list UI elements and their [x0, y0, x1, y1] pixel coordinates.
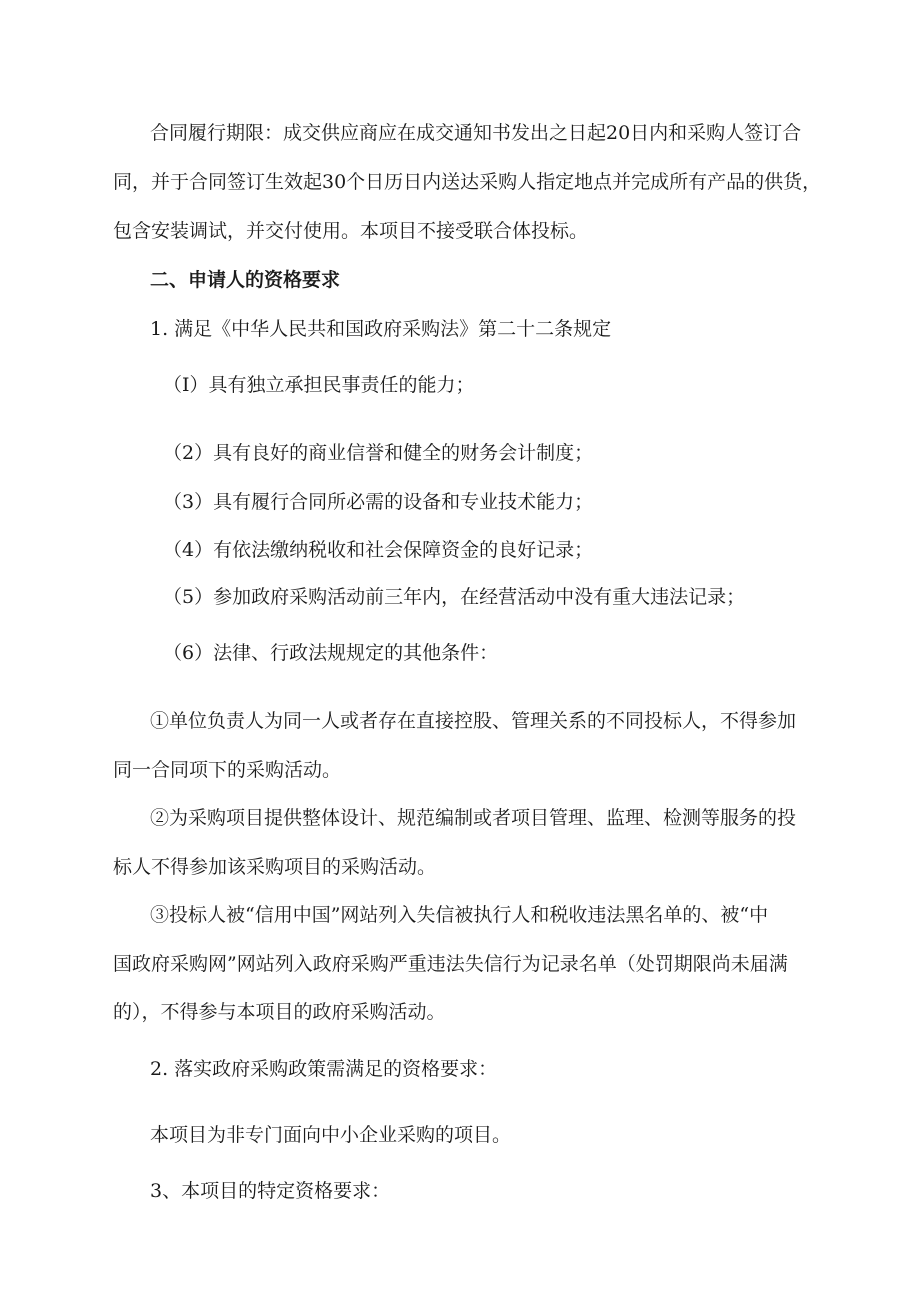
clause-1-line-2: 同一合同项下的采购活动。	[113, 759, 342, 781]
condition-item: （5）参加政府采购活动前三年内，在经营活动中没有重大违法记录；	[163, 586, 746, 608]
requirement-3-heading: 3、本项目的特定资格要求：	[150, 1180, 391, 1202]
clause-1-line-1: ①单位负责人为同一人或者存在直接控股、管理关系的不同投标人，不得参加	[150, 710, 797, 732]
section-heading: 二、申请人的资格要求	[150, 269, 341, 291]
clause-2-line-2: 标人不得参加该采购项目的采购活动。	[113, 856, 437, 878]
condition-item: （6）法律、行政法规规定的其他条件：	[163, 642, 499, 664]
condition-item: （I）具有独立承担民事责任的能力；	[163, 374, 475, 396]
contract-period-line-1: 合同履行期限：成交供应商应在成交通知书发出之日起20日内和采购人签订合	[150, 122, 802, 144]
contract-period-line-2: 同，并于合同签订生效起30个日历日内送达采购人指定地点并完成所有产品的供货，	[113, 171, 822, 193]
condition-item: （2）具有良好的商业信誉和健全的财务会计制度；	[163, 442, 594, 464]
requirement-1-heading: 1. 满足《中华人民共和国政府采购法》第二十二条规定	[150, 318, 612, 340]
clause-2-line-1: ②为采购项目提供整体设计、规范编制或者项目管理、监理、检测等服务的投	[150, 807, 797, 829]
clause-3-line-3: 的），不得参与本项目的政府采购活动。	[113, 1001, 446, 1023]
contract-period-line-3: 包含安装调试，并交付使用。本项目不接受联合体投标。	[113, 220, 589, 242]
condition-item: （3）具有履行合同所必需的设备和专业技术能力；	[163, 491, 594, 513]
requirement-2-heading: 2. 落实政府采购政策需满足的资格要求：	[150, 1058, 498, 1080]
clause-3-line-1: ③投标人被“信用中国”网站列入失信被执行人和税收违法黑名单的、被“中	[150, 904, 769, 926]
requirement-2-text: 本项目为非专门面向中小企业采购的项目。	[150, 1124, 512, 1146]
condition-item: （4）有依法缴纳税收和社会保障资金的良好记录；	[163, 539, 594, 561]
clause-3-line-2: 国政府采购网”网站列入政府采购严重违法失信行为记录名单（处罚期限尚未届满	[113, 953, 788, 975]
